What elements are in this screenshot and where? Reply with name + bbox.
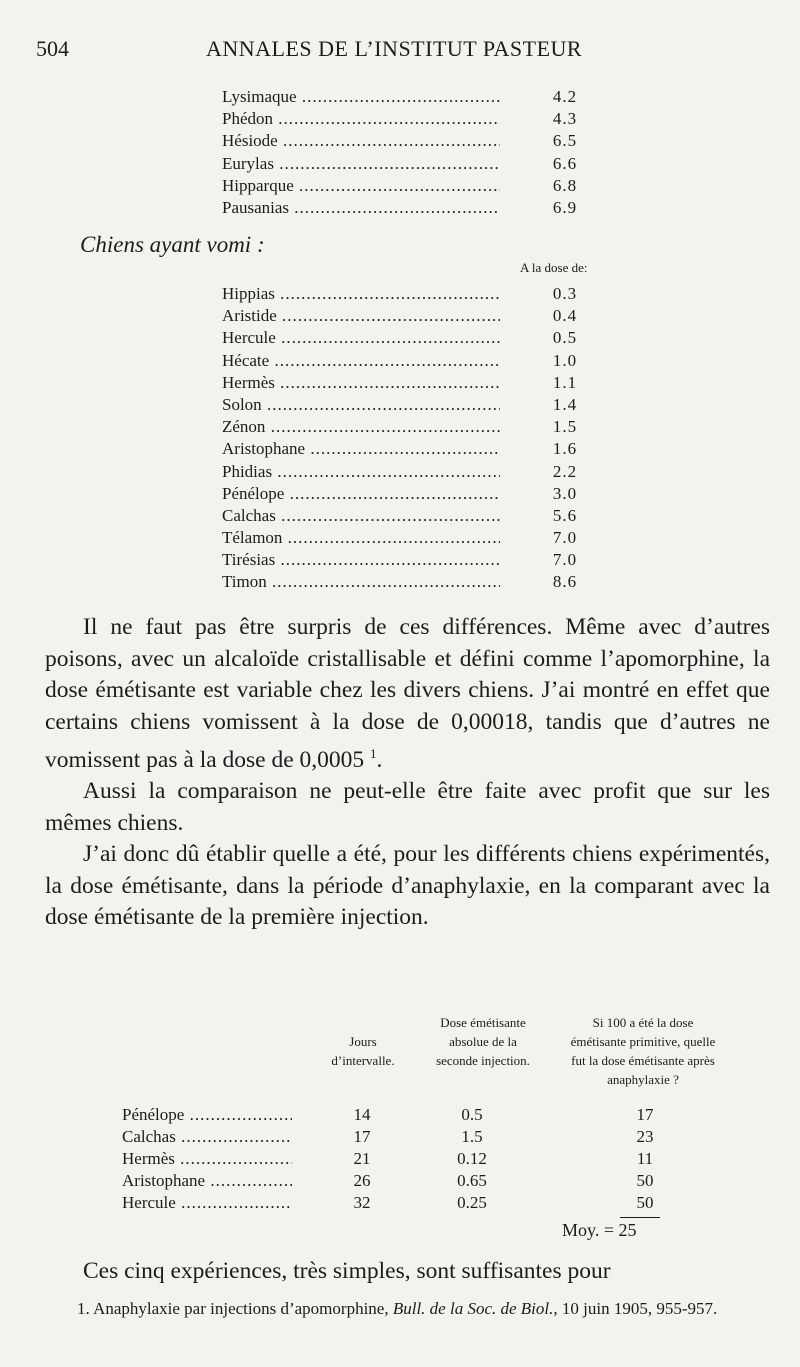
list-item: Pénélope ..... 3.0 [222, 483, 592, 505]
header-dose: Dose émétisante absolue de la seconde injection. [436, 1015, 530, 1068]
section-title-chiens-ayant-vomi: Chiens ayant vomi : [80, 232, 265, 257]
table-row: Aristophane ..... 26 0.65 50 [122, 1170, 722, 1192]
list-item: Hipparque ..... 6.8 [222, 175, 592, 197]
list-item: Phidias ..... 2.2 [222, 461, 592, 483]
list-item: Calchas ..... 5.6 [222, 505, 592, 527]
list-item: Eurylas ..... 6.6 [222, 153, 592, 175]
list-item: Hercule ..... 0.5 [222, 327, 592, 349]
table-row: Pénélope ..... 14 0.5 17 [122, 1104, 722, 1126]
table-row: Calchas ..... 17 1.5 23 [122, 1126, 722, 1148]
footnote-number: 1. [77, 1299, 90, 1318]
list-item: Solon ..... 1.4 [222, 394, 592, 416]
list-item: Hippias ..... 0.3 [222, 283, 592, 305]
page-number: 504 [36, 36, 69, 61]
running-header [36, 36, 776, 68]
list-item: Tirésias ..... 7.0 [222, 549, 592, 571]
list-item: Aristophane ..... 1.6 [222, 438, 592, 460]
list-item: Pausanias ..... 6.9 [222, 197, 592, 219]
list-item: Lysimaque ..... 4.2 [222, 86, 592, 108]
footnote-ref: 1 [370, 746, 377, 761]
sum-rule [620, 1217, 660, 1218]
list-item: Zénon ..... 1.5 [222, 416, 592, 438]
table-mean: Moy. = 25 [562, 1220, 637, 1240]
dose-list-vomi [222, 283, 592, 594]
paragraph-2: Aussi la comparaison ne peut-elle être faite avec profit que sur les mêmes chiens. [45, 778, 770, 836]
list-item: Hésiode ..... 6.5 [222, 130, 592, 152]
list-item: Aristide ..... 0.4 [222, 305, 592, 327]
dose-list-top [222, 86, 592, 219]
header-si100: Si 100 a été la dose émétisante primitive, quelle fut la dose émétisante après anaphylaxie ? [570, 1015, 716, 1087]
body-text [45, 612, 770, 934]
list-item: Phédon ..... 4.3 [222, 108, 592, 130]
footnote: 1. Anaphylaxie par injections d’apomorphine, Bull. de la Soc. de Biol., 10 juin 1905, 955-957. [45, 1297, 775, 1320]
dose-column-header: A la dose de: [520, 260, 588, 275]
table-row: Hercule ..... 32 0.25 50 [122, 1192, 722, 1214]
paragraph-3: J’ai donc dû établir quelle a été, pour les différents chiens expérimentés, la dose émétisante, dans la période d’anaphylaxie, en la comparant avec la dose émétisante de la première injection. [45, 841, 770, 931]
body-text-continued [45, 1256, 770, 1288]
list-item: Hécate ..... 1.0 [222, 350, 592, 372]
header-jours: Jours d’intervalle. [331, 1034, 395, 1068]
list-item: Télamon ..... 7.0 [222, 527, 592, 549]
table-row: Hermès ..... 21 0.12 11 [122, 1148, 722, 1170]
paragraph-4: Ces cinq expériences, très simples, sont suffisantes pour [83, 1258, 611, 1284]
list-item: Timon ..... 8.6 [222, 571, 592, 593]
list-item: Hermès ..... 1.1 [222, 372, 592, 394]
paragraph-1: Il ne faut pas être surpris de ces différences. Même avec d’autres poisons, avec un alcaloïde cristallisable et défini comme l’apomorphine, la dose émétisante est variable chez les divers chiens. J’ai montré en effet que certains chiens vomissent à la dose de 0,00018, tandis que d’autres ne vomissent pas à la dose de 0,0005 $^1$. [45, 614, 770, 773]
footnote-journal: Bull. de la Soc. de Biol. [392, 1299, 554, 1318]
journal-title: ANNALES DE L’INSTITUT PASTEUR [206, 36, 583, 61]
